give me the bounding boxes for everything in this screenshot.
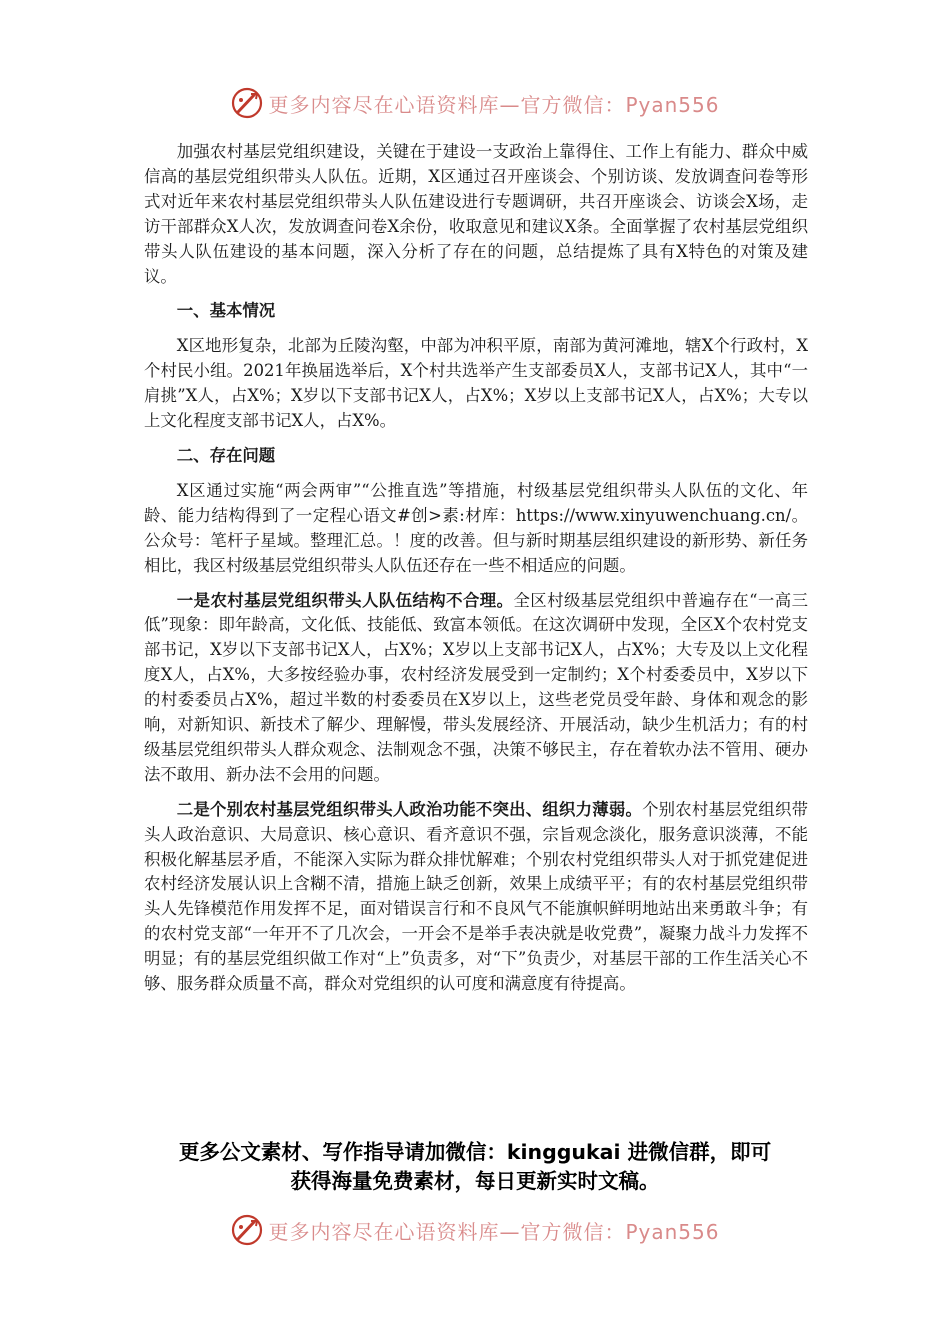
pen-circle-logo-icon xyxy=(230,1213,264,1247)
promo-line-1: 更多公文素材、写作指导请加微信：kinggukai 进微信群，即可 xyxy=(178,1140,772,1164)
problem-two-lead: 二是个别农村基层党组织带头人政治功能不突出、组织力薄弱。 xyxy=(176,799,643,819)
intro-paragraph: 加强农村基层党组织建设，关键在于建设一支政治上靠得住、工作上有能力、群众中威信高的基层党组织带头人队伍。近期，X区通过召开座谈会、个别访谈、发放调查问卷等形式对近年来农村基层党组织带头人队伍建设进行专题调研，共召开座谈会、访谈会X场，走访干部群众X人次，发放调查问卷X余份，收取意见和建议X条。全面掌握了农村基层党组织带头人队伍建设的基本问题，深入分析了存在的问题，总结提炼了具有X特色的对策及建议。 xyxy=(144,142,808,286)
watermark-header xyxy=(0,83,950,123)
problem-one-lead: 一是农村基层党组织带头人队伍结构不合理。 xyxy=(176,590,514,610)
watermark-text: 更多内容尽在心语资料库—官方微信：Pyan556 xyxy=(268,1219,720,1244)
basic-situation-paragraph: X区地形复杂，北部为丘陵沟壑，中部为冲积平原，南部为黄河滩地，辖X个行政村，X个村民小组。2021年换届选举后，X个村共选举产生支部委员X人，支部书记X人，其中“一肩挑”X人，占X%；X岁以下支部书记X人，占X%；X岁以上支部书记X人，占X%；大专以上文化程度支部书记X人，占X%。 xyxy=(144,336,808,431)
document-body xyxy=(144,140,808,997)
problem-one-text: 全区村级基层党组织中普遍存在“一高三低”现象：即年龄高，文化低、技能低、致富本领低。在这次调研中发现，全区X个农村党支部书记，X岁以下支部书记X人，占X%；X岁以上支部书记X人，占X%；大专及以上文化程度X人，占X%，大多按经验办事，农村经济发展受到一定制约；X个村委委员中，X岁以下的村委委员占X%，超过半数的村委委员在X岁以上，这些老党员受年龄、身体和观念的影响，对新知识、新技术了解少、理解慢，带头发展经济、开展活动，缺少生机活力；有的村级基层党组织带头人群众观念、法制观念不强，决策不够民主，存在着软办法不管用、硬办法不敢用、新办法不会用的问题。 xyxy=(144,590,808,784)
watermark-text: 更多内容尽在心语资料库—官方微信：Pyan556 xyxy=(268,92,720,117)
watermark-footer xyxy=(0,1210,950,1250)
problem-one-paragraph xyxy=(144,589,808,788)
pen-circle-logo-icon xyxy=(230,86,264,120)
promo-banner xyxy=(120,1138,830,1196)
promo-line-2: 获得海量免费素材，每日更新实时文稿。 xyxy=(290,1169,660,1193)
section-heading-basic: 一、基本情况 xyxy=(176,301,276,321)
problem-two-text: 个别农村基层党组织带头人政治意识、大局意识、核心意识、看齐意识不强，宗旨观念淡化，服务意识淡薄，不能积极化解基层矛盾，不能深入实际为群众排忧解难；个别农村党组织带头人对于抓党建促进农村经济发展认识上含糊不清，措施上缺乏创新，效果上成绩平平；有的农村基层党组织带头人先锋模范作用发挥不足，面对错误言行和不良风气不能旗帜鲜明地站出来勇敢斗争；有的农村党支部“一年开不了几次会，一开会不是举手表决就是收党费”，凝聚力战斗力发挥不明显；有的基层党组织做工作对“上”负责多，对“下”负责少，对基层干部的工作生活关心不够、服务群众质量不高，群众对党组织的认可度和满意度有待提高。 xyxy=(144,799,809,994)
problems-intro-paragraph: X区通过实施“两会两审”“公推直选”等措施，村级基层党组织带头人队伍的文化、年龄、能力结构得到了一定程心语文#创>素:材库：https://www.xinyuwenchuang.cn/。公众号：笔杆子星域。整理汇总。！度的改善。但与新时期基层组织建设的新形势、新任务相比，我区村级基层党组织带头人队伍还存在一些不相适应的问题。 xyxy=(144,480,808,575)
section-heading-problems: 二、存在问题 xyxy=(176,445,276,465)
problem-two-paragraph xyxy=(144,798,808,997)
